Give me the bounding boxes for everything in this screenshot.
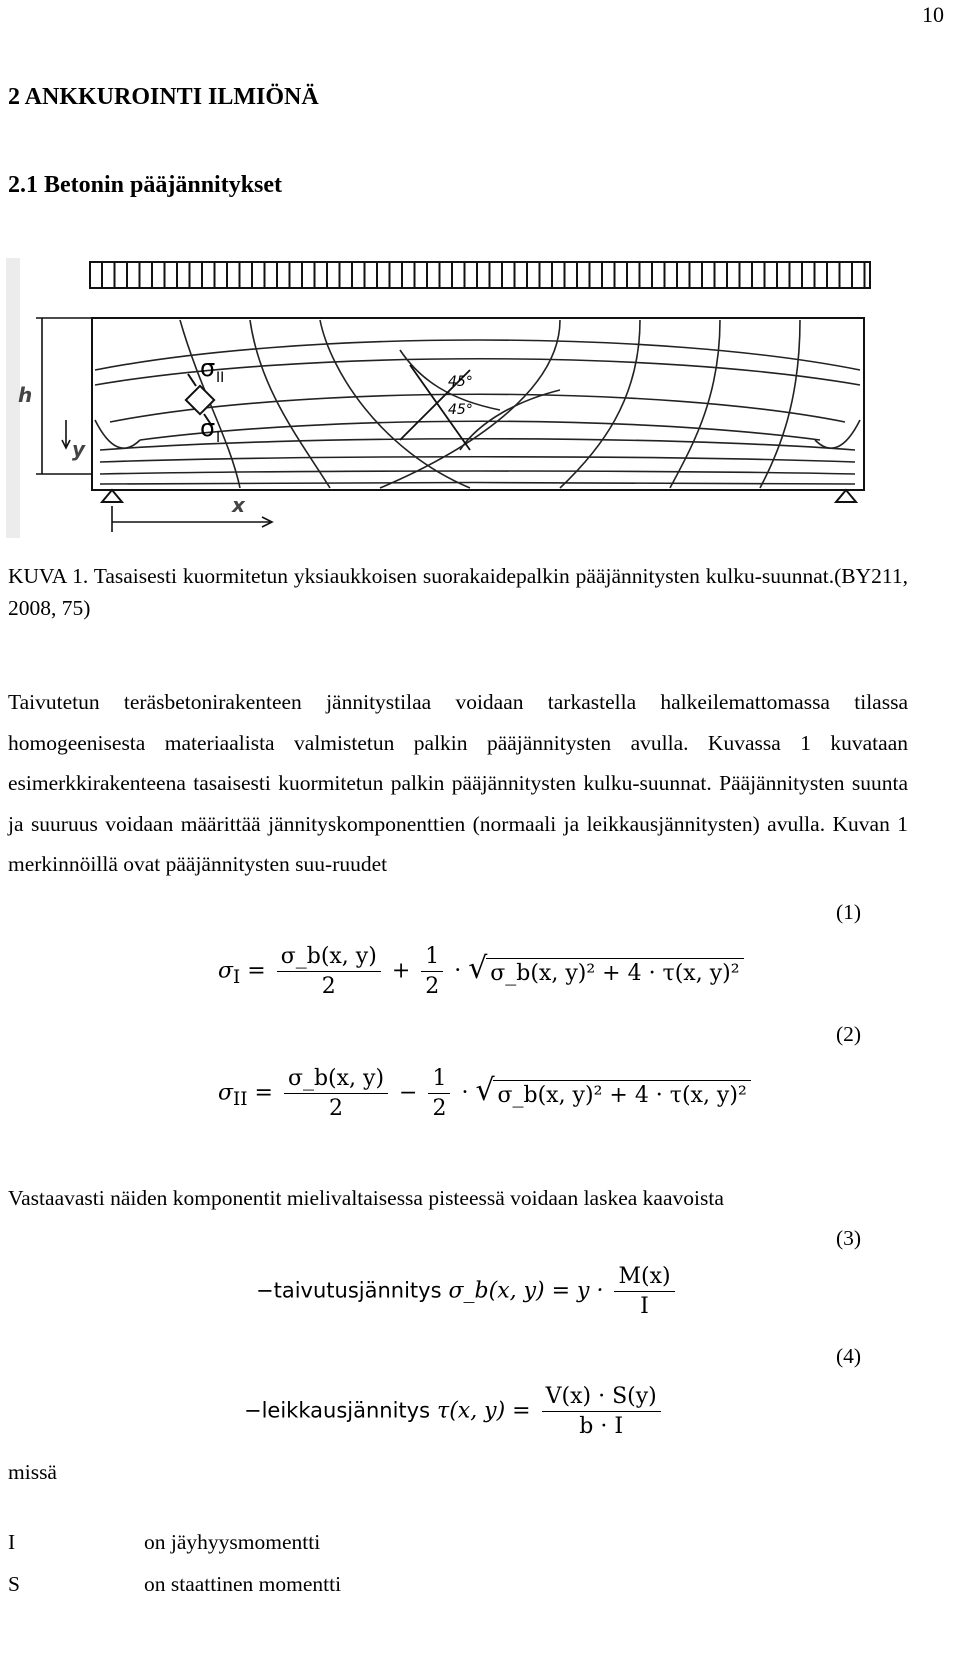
eq2-lhs: σ: [218, 1080, 234, 1106]
equation-shear-stress: [244, 1384, 665, 1439]
eq1-lhs-sub: I: [233, 966, 241, 988]
eq4-numerator: V(x) · S(y): [542, 1384, 661, 1412]
h-label: h: [18, 383, 33, 407]
equation-number-4: (4): [836, 1344, 862, 1368]
angle-label-upper: 45°: [448, 374, 473, 390]
angle-label-lower: 45°: [448, 402, 473, 418]
sigma-ii-label: σ: [200, 354, 216, 382]
equation-number-3: (3): [836, 1226, 862, 1250]
distributed-load: [90, 262, 870, 288]
eq3-label: −taivutusjännitys: [256, 1278, 442, 1303]
eq2-numerator: σ_b(x, y): [284, 1066, 388, 1094]
components-sentence: Vastaavasti näiden komponentit mielivaltaisessa pisteessä voidaan laskea kaavoista: [8, 1186, 724, 1210]
eq2-half-den: 2: [432, 1096, 447, 1121]
section-heading: 2.1 Betonin pääjännitykset: [8, 172, 283, 198]
eq3-lhs: σ_b(x, y) = y ·: [448, 1278, 604, 1304]
definition-symbol-i: I: [8, 1530, 16, 1554]
eq4-lhs: τ(x, y) =: [437, 1398, 531, 1424]
y-label: y: [72, 437, 86, 461]
eq3-numerator: M(x): [614, 1264, 674, 1292]
eq1-radicand: σ_b(x, y)² + 4 · τ(x, y)²: [486, 958, 743, 986]
definition-text-s: on staattinen momentti: [144, 1572, 342, 1596]
x-label: x: [232, 493, 245, 517]
eq1-operator: +: [391, 958, 411, 984]
eq1-numerator: σ_b(x, y): [277, 944, 381, 972]
eq1-denominator: 2: [321, 974, 336, 999]
where-label: missä: [8, 1460, 57, 1484]
equation-sigma-ii: $\sigma_{II}$ = $\frac{\sigma\_b(x, y)}{2}$ − $\frac{1}{2}$ · √ σ_b(x, y)² + 4 · τ(x, y)²: [218, 1066, 751, 1121]
eq2-half-num: 1: [428, 1066, 450, 1094]
left-support-icon: [102, 490, 122, 502]
sigma-ii-subscript: II: [216, 370, 225, 386]
eq4-denominator: b · I: [579, 1414, 624, 1439]
eq2-radicand: σ_b(x, y)² + 4 · τ(x, y)²: [493, 1080, 750, 1108]
eq2-operator: −: [399, 1080, 418, 1106]
eq1-half-den: 2: [425, 974, 440, 999]
eq1-half-num: 1: [421, 944, 443, 972]
equation-number-2: (2): [836, 1022, 862, 1046]
beam-stress-figure: [0, 250, 960, 550]
definition-text-i: on jäyhyysmomentti: [144, 1530, 321, 1554]
eq1-lhs: σ: [218, 958, 234, 984]
chapter-heading: 2 ANKKUROINTI ILMIÖNÄ: [8, 84, 319, 110]
eq2-denominator: 2: [329, 1096, 343, 1121]
eq3-denominator: I: [640, 1294, 649, 1319]
equation-bending-stress: [256, 1264, 679, 1319]
page-number: 10: [922, 2, 944, 27]
sigma-i-subscript: I: [216, 430, 221, 446]
right-support-icon: [836, 490, 856, 502]
eq2-lhs-sub: II: [233, 1088, 248, 1110]
sigma-i-label: σ: [200, 414, 216, 442]
equation-number-1: (1): [836, 900, 862, 924]
equation-sigma-i: $\sigma_I$ = $\frac{\sigma\_b(x, y)}{2}$ + $\frac{1}{2}$ · √ σ_b(x, y)² + 4 · τ(x, y)²: [218, 944, 744, 999]
x-axis: [112, 506, 272, 532]
eq4-label: −leikkausjännitys: [244, 1398, 431, 1423]
figure-caption: KUVA 1. Tasaisesti kuormitetun yksiaukkoisen suorakaidepalkin pääjännitysten kulku-suunnat.(BY211, 2008, 75): [8, 564, 908, 620]
definition-symbol-s: S: [8, 1572, 20, 1596]
intro-paragraph: Taivutetun teräsbetonirakenteen jännitystilaa voidaan tarkastella halkeilemattomassa tilassa homogeenisesta materiaalista valmistetun palkin pääjännitysten avulla. Kuvassa 1 kuvataan esimerkkirakenteena tasaisesti kuormitetun palkin pääjännitysten kulku-suunnat. Pääjännitysten suunta ja suuruus voidaan määrittää jännityskomponenttien (normaali ja leikkausjännitysten) avulla. Kuvan 1 merkinnöillä ovat pääjännitysten suu-ruudet: [8, 690, 908, 876]
